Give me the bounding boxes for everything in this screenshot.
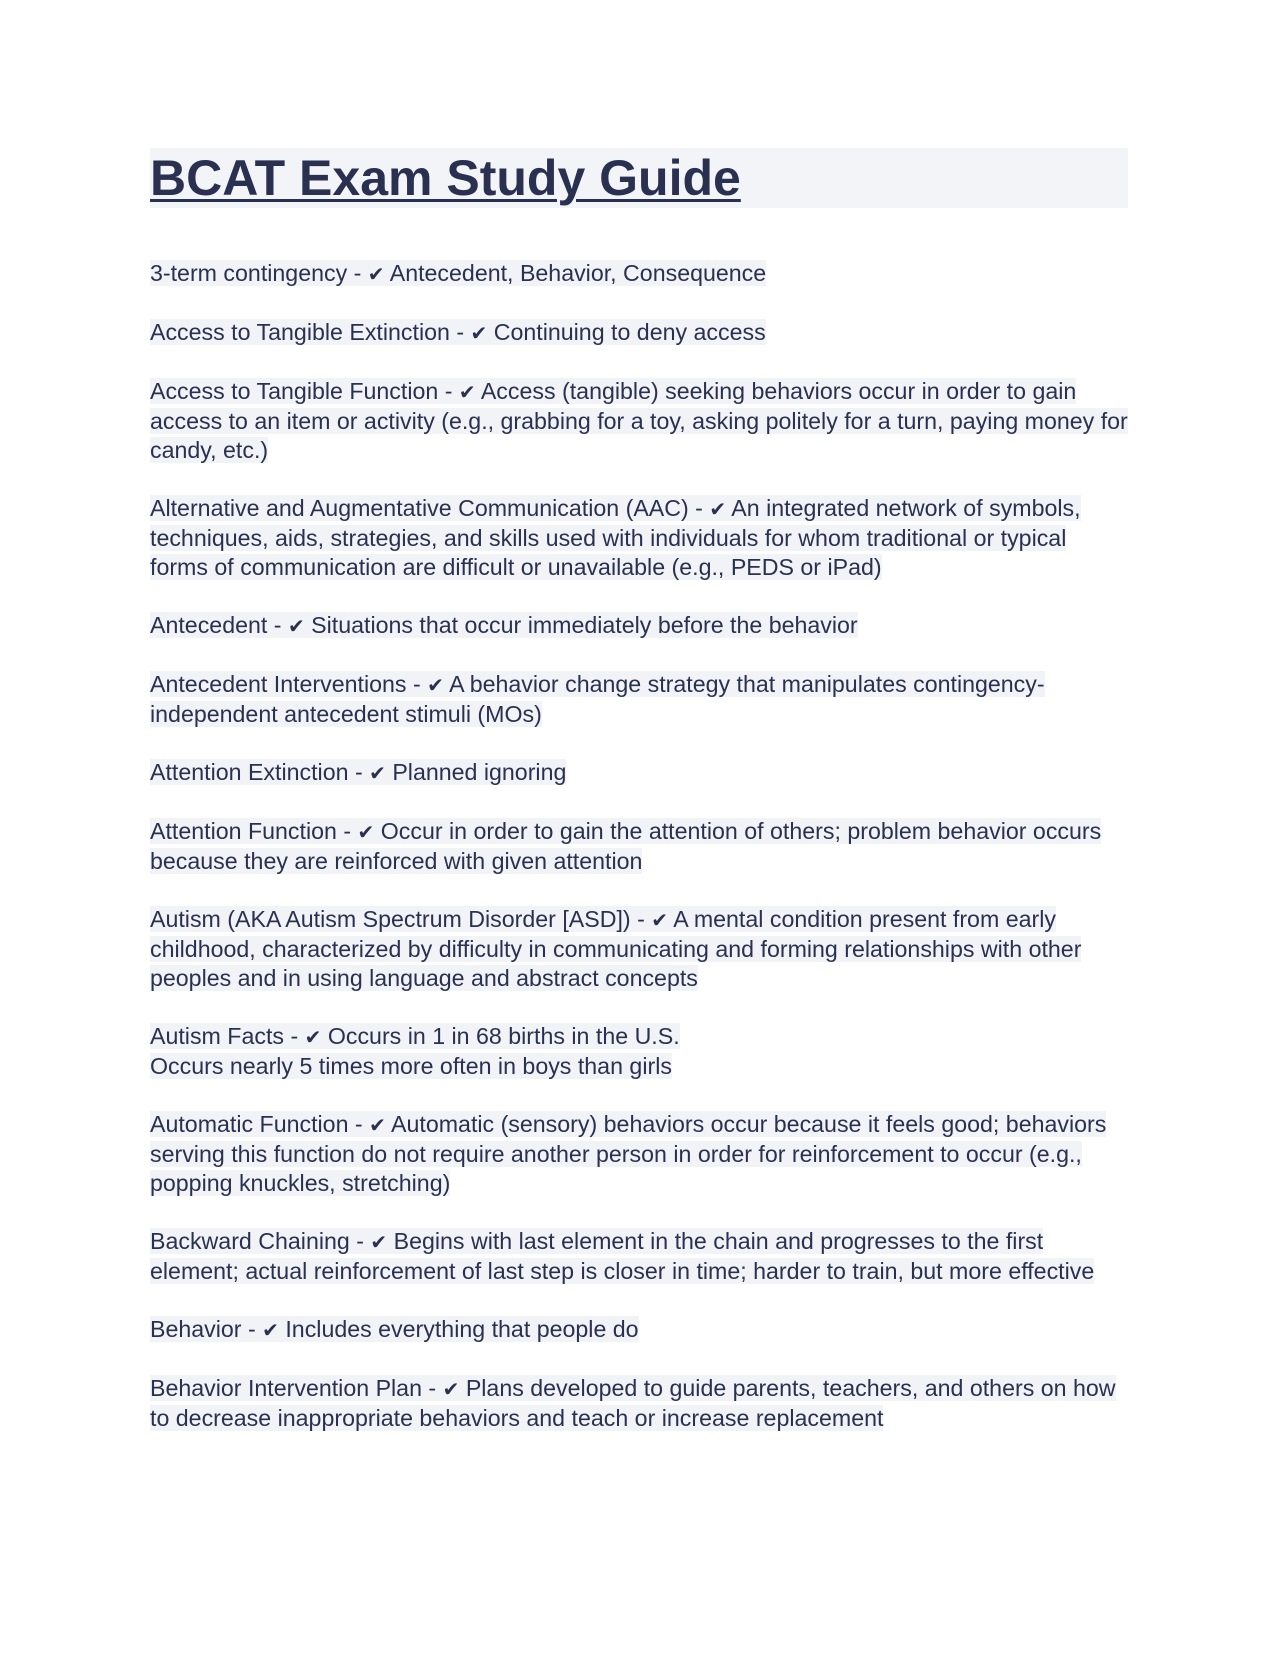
glossary-entry: Autism (AKA Autism Spectrum Disorder [ASD]) - ✔ A mental condition present from early childhood, characterized by difficulty in communicating and forming relationships with other peoples and in using language and abstract concepts [150, 906, 1082, 991]
entry-definition: Includes everything that people do [285, 1316, 639, 1342]
entry-term: Access to Tangible Extinction [150, 319, 450, 345]
check-mark-icon: ✔ [357, 820, 375, 844]
entry-term: Behavior [150, 1316, 242, 1342]
entry-definition: Plans developed to guide parents, teachers, and others on how to decrease inappropriate behaviors and teach or increase replacement [150, 1375, 1116, 1431]
document-page [150, 148, 1128, 1462]
check-mark-icon: ✔ [370, 1230, 388, 1254]
glossary-entry: Backward Chaining - ✔ Begins with last element in the chain and progresses to the first element; actual reinforcement of last step is closer in time; harder to train, but more effective [150, 1228, 1095, 1284]
glossary-entry: Access to Tangible Extinction - ✔ Continuing to deny access [150, 319, 766, 345]
entry-definition: A behavior change strategy that manipulates contingency-independent antecedent stimuli (MOs) [150, 671, 1045, 727]
glossary-entry: Automatic Function - ✔ Automatic (sensory) behaviors occur because it feels good; behaviors serving this function do not require another person in order for reinforcement to occur (e.g., popping knuckles, stretching) [150, 1111, 1107, 1196]
entry-definition: Planned ignoring [392, 759, 567, 785]
check-mark-icon: ✔ [458, 380, 476, 404]
glossary-entry: Attention Extinction - ✔ Planned ignoring [150, 759, 567, 785]
glossary-entry: Alternative and Augmentative Communication (AAC) - ✔ An integrated network of symbols, techniques, aids, strategies, and skills used with individuals for whom traditional or typical forms of communication are difficult or unavailable (e.g., PEDS or iPad) [150, 495, 1081, 580]
glossary-entry: Antecedent Interventions - ✔ A behavior change strategy that manipulates contingency-independent antecedent stimuli (MOs) [150, 671, 1045, 727]
entry-term: Antecedent Interventions [150, 671, 407, 697]
check-mark-icon: ✔ [369, 761, 386, 785]
glossary-entry: Attention Function - ✔ Occur in order to gain the attention of others; problem behavior occurs because they are reinforced with given attention [150, 818, 1102, 874]
entry-definition: Situations that occur immediately before the behavior [311, 612, 858, 638]
entry-definition: Continuing to deny access [493, 319, 766, 345]
glossary-entry: Behavior - ✔ Includes everything that people do [150, 1316, 639, 1342]
entry-definition: A mental condition present from early childhood, characterized by difficulty in communicating and forming relationships with other peoples and in using language and abstract concepts [150, 906, 1082, 991]
entry-term: 3-term contingency [150, 260, 348, 286]
check-mark-icon: ✔ [262, 1318, 279, 1342]
check-mark-icon: ✔ [427, 673, 444, 697]
check-mark-icon: ✔ [470, 321, 488, 345]
entry-term: Autism Facts [150, 1023, 284, 1049]
entry-definition-line2: Occurs nearly 5 times more often in boys than girls [150, 1053, 672, 1079]
entry-definition: Occur in order to gain the attention of others; problem behavior occurs because they are reinforced with given attention [150, 818, 1102, 874]
entry-term: Alternative and Augmentative Communication (AAC) [150, 495, 689, 521]
entry-definition: Antecedent, Behavior, Consequence [389, 260, 767, 286]
entry-term: Attention Extinction [150, 759, 349, 785]
entry-term: Access to Tangible Function [150, 378, 439, 404]
entry-definition: Automatic (sensory) behaviors occur because it feels good; behaviors serving this function do not require another person in order for reinforcement to occur (e.g., popping knuckles, stretching) [150, 1111, 1107, 1196]
glossary-entry: Access to Tangible Function - ✔ Access (tangible) seeking behaviors occur in order to gain access to an item or activity (e.g., grabbing for a toy, asking politely for a turn, paying money for candy, etc.) [150, 378, 1128, 463]
check-mark-icon: ✔ [709, 497, 727, 521]
check-mark-icon: ✔ [287, 614, 305, 638]
glossary-list [150, 259, 1128, 1433]
entry-definition: An integrated network of symbols, techniques, aids, strategies, and skills used with individuals for whom traditional or typical forms of communication are difficult or unavailable (e.g., PEDS or iPad) [150, 495, 1081, 580]
check-mark-icon: ✔ [367, 262, 385, 286]
page-title: BCAT Exam Study Guide [150, 150, 741, 206]
check-mark-icon: ✔ [442, 1377, 460, 1401]
entry-definition: Access (tangible) seeking behaviors occur in order to gain access to an item or activity (e.g., grabbing for a toy, asking politely for a turn, paying money for candy, etc.) [150, 378, 1128, 463]
entry-term: Backward Chaining [150, 1228, 350, 1254]
glossary-entry: 3-term contingency - ✔ Antecedent, Behavior, Consequence [150, 260, 767, 286]
entry-term: Automatic Function [150, 1111, 349, 1137]
glossary-entry: Antecedent - ✔ Situations that occur immediately before the behavior [150, 612, 858, 638]
entry-term: Autism (AKA Autism Spectrum Disorder [ASD]) [150, 906, 631, 932]
entry-term: Attention Function [150, 818, 337, 844]
entry-term: Behavior Intervention Plan [150, 1375, 422, 1401]
check-mark-icon: ✔ [369, 1113, 386, 1137]
entry-definition: Occurs in 1 in 68 births in the U.S. [327, 1023, 680, 1049]
glossary-entry: Autism Facts - ✔ Occurs in 1 in 68 births in the U.S. Occurs nearly 5 times more often in boys than girls [150, 1023, 680, 1079]
entry-definition: Begins with last element in the chain and progresses to the first element; actual reinforcement of last step is closer in time; harder to train, but more effective [150, 1228, 1095, 1284]
title-bar [150, 148, 1128, 208]
check-mark-icon: ✔ [304, 1025, 322, 1049]
check-mark-icon: ✔ [651, 908, 669, 932]
glossary-entry: Behavior Intervention Plan - ✔ Plans developed to guide parents, teachers, and others on how to decrease inappropriate behaviors and teach or increase replacement [150, 1375, 1116, 1431]
entry-term: Antecedent [150, 612, 268, 638]
